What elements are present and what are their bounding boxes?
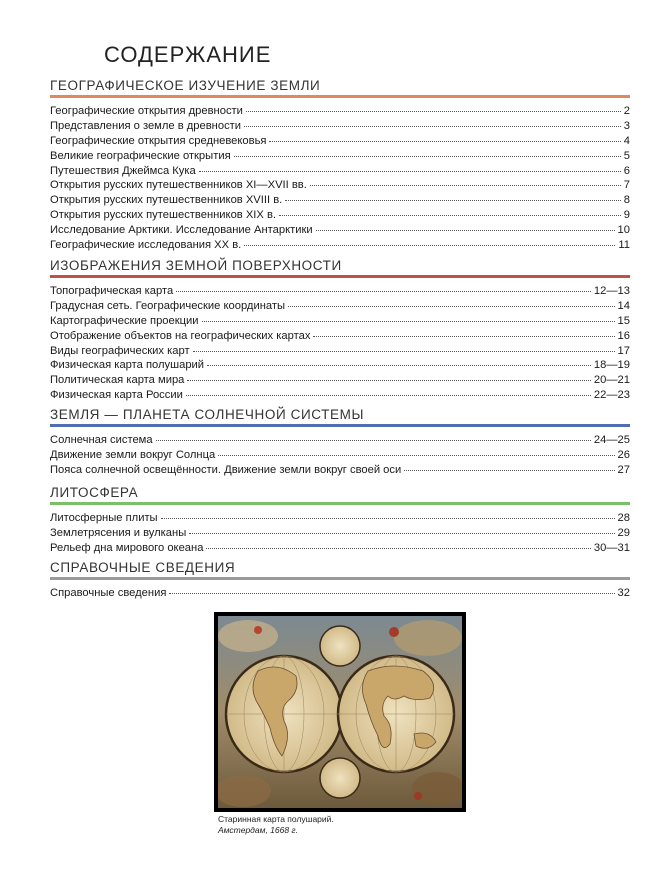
- caption-line-2: Амстердам, 1668 г.: [218, 825, 298, 835]
- entry-label: Географические исследования XX в.: [50, 239, 242, 252]
- dot-leader: [187, 371, 591, 381]
- toc-entries: [50, 586, 630, 601]
- figure-caption: [218, 814, 334, 836]
- entry-label: Градусная сеть. Географические координаты: [50, 299, 286, 312]
- entry-label: Политическая карта мира: [50, 374, 185, 387]
- dot-leader: [313, 327, 614, 337]
- entry-page: 8: [623, 194, 630, 207]
- dot-leader: [161, 509, 615, 519]
- toc-entries: [50, 433, 630, 478]
- dot-leader: [202, 312, 615, 322]
- entry-page: 29: [617, 526, 630, 539]
- entry-page: 28: [617, 512, 630, 524]
- entry-label: Путешествия Джеймса Кука: [50, 164, 196, 177]
- dot-leader: [246, 102, 621, 112]
- entry-page: 30—31: [593, 541, 630, 554]
- entry-page: 26: [617, 448, 630, 461]
- entry-page: 12—13: [593, 285, 630, 297]
- antique-world-map-image: [214, 612, 466, 812]
- section-header: ГЕОГРАФИЧЕСКОЕ ИЗУЧЕНИЕ ЗЕМЛИ: [50, 78, 630, 98]
- dot-leader: [316, 221, 615, 231]
- entry-page: 17: [617, 344, 630, 357]
- entry-page: 5: [623, 149, 630, 162]
- entry-label: Литосферные плиты: [50, 512, 158, 524]
- entry-label: Открытия русских путешественников XVIII в.: [50, 194, 283, 207]
- dot-leader: [218, 446, 614, 456]
- toc-entry[interactable]: [50, 541, 630, 556]
- entry-label: Физическая карта России: [50, 389, 183, 402]
- entry-page: 16: [617, 329, 630, 342]
- toc-section-solar-system: [50, 407, 630, 478]
- dot-leader: [193, 342, 615, 352]
- entry-label: Открытия русских путешественников XIX в.: [50, 209, 277, 222]
- entry-label: Солнечная система: [50, 434, 153, 446]
- entry-page: 2: [623, 105, 630, 117]
- dot-leader: [269, 132, 620, 142]
- dot-leader: [310, 176, 621, 186]
- entry-page: 14: [617, 299, 630, 312]
- entry-label: Физическая карта полушарий: [50, 359, 205, 372]
- entry-label: Пояса солнечной освещённости. Движение земли вокруг своей оси: [50, 463, 402, 476]
- dot-leader: [404, 461, 614, 471]
- entry-page: 4: [623, 134, 630, 147]
- dot-leader: [234, 147, 621, 157]
- toc-section-lithosphere: [50, 485, 630, 556]
- dot-leader: [207, 356, 591, 366]
- entry-label: Великие географические открытия: [50, 149, 231, 162]
- dot-leader: [176, 282, 591, 292]
- entry-label: Исследование Арктики. Исследование Антарктики: [50, 224, 313, 237]
- entry-page: 15: [617, 314, 630, 327]
- entry-page: 20—21: [593, 374, 630, 387]
- entry-label: Географические открытия средневековья: [50, 134, 267, 147]
- dot-leader: [244, 117, 621, 127]
- entry-label: Открытия русских путешественников XI—XVII вв.: [50, 179, 307, 192]
- antique-map-illustration: [218, 616, 462, 808]
- toc-entry[interactable]: [50, 463, 630, 478]
- entry-label: Движение земли вокруг Солнца: [50, 448, 216, 461]
- dot-leader: [189, 524, 614, 534]
- entry-page: 18—19: [593, 359, 630, 372]
- toc-entries: [50, 284, 630, 403]
- caption-line-1: Старинная карта полушарий.: [218, 814, 334, 824]
- entry-label: Справочные сведения: [50, 587, 167, 599]
- dot-leader: [285, 191, 621, 201]
- toc-entry[interactable]: [50, 238, 630, 253]
- entry-label: Виды географических карт: [50, 344, 190, 357]
- toc-entry[interactable]: [50, 388, 630, 403]
- dot-leader: [279, 206, 621, 216]
- entry-label: Географические открытия древности: [50, 105, 243, 117]
- entry-label: Топографическая карта: [50, 285, 174, 297]
- toc-entries: [50, 104, 630, 253]
- dot-leader: [169, 584, 614, 594]
- page-title: СОДЕРЖАНИЕ: [104, 42, 272, 67]
- toc-section-earth-surface: [50, 258, 630, 403]
- toc-entry[interactable]: [50, 586, 630, 601]
- entry-page: 27: [617, 463, 630, 476]
- entry-page: 7: [623, 179, 630, 192]
- section-header: ЛИТОСФЕРА: [50, 485, 630, 505]
- toc-section-geographic-study: [50, 78, 630, 253]
- entry-page: 24—25: [593, 434, 630, 446]
- dot-leader: [186, 386, 591, 396]
- entry-page: 10: [617, 224, 630, 237]
- entry-page: 9: [623, 209, 630, 222]
- dot-leader: [199, 162, 621, 172]
- dot-leader: [288, 297, 615, 307]
- section-header: ИЗОБРАЖЕНИЯ ЗЕМНОЙ ПОВЕРХНОСТИ: [50, 258, 630, 278]
- entry-label: Картографические проекции: [50, 314, 199, 327]
- section-header: ЗЕМЛЯ — ПЛАНЕТА СОЛНЕЧНОЙ СИСТЕМЫ: [50, 407, 630, 427]
- entry-label: Рельеф дна мирового океана: [50, 541, 204, 554]
- entry-page: 22—23: [593, 389, 630, 402]
- entry-page: 3: [623, 119, 630, 132]
- dot-leader: [244, 236, 615, 246]
- entry-label: Отображение объектов на географических картах: [50, 329, 311, 342]
- entry-label: Землетрясения и вулканы: [50, 526, 187, 539]
- entry-page: 6: [623, 164, 630, 177]
- section-header: СПРАВОЧНЫЕ СВЕДЕНИЯ: [50, 560, 630, 580]
- toc-entries: [50, 511, 630, 556]
- entry-page: 11: [618, 239, 630, 252]
- dot-leader: [206, 539, 590, 549]
- entry-label: Представления о земле в древности: [50, 119, 242, 132]
- dot-leader: [156, 431, 591, 441]
- toc-section-reference: [50, 560, 630, 601]
- entry-page: 32: [617, 587, 630, 599]
